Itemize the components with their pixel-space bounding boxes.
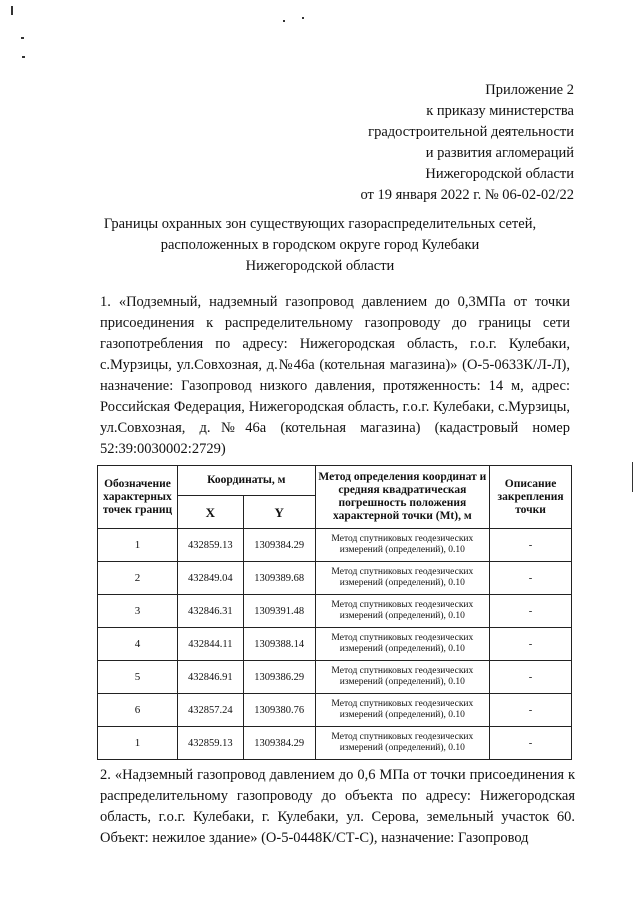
cell-y: 1309391.48 [243, 595, 315, 628]
appendix-line: и развития агломераций [425, 145, 574, 161]
document-title [60, 214, 580, 277]
appendix-line: к приказу министерства [426, 103, 574, 119]
scan-speck [21, 37, 24, 39]
table-row [98, 661, 572, 694]
table-row [98, 529, 572, 562]
cell-description: - [490, 727, 572, 760]
scan-speck [302, 17, 304, 19]
scan-speck [11, 6, 13, 15]
scan-speck [632, 462, 633, 492]
title-line: Нижегородской области [245, 258, 395, 274]
scan-speck [283, 20, 285, 22]
cell-method: Метод спутниковых геодезических измерений (определений), 0.10 [315, 628, 489, 661]
cell-description: - [490, 595, 572, 628]
scan-speck [22, 56, 25, 58]
cell-description: - [490, 628, 572, 661]
header-x: X [177, 496, 243, 529]
table-row [98, 727, 572, 760]
cell-y: 1309386.29 [243, 661, 315, 694]
table-row [98, 694, 572, 727]
cell-point: 1 [98, 529, 178, 562]
item-2-paragraph: 2. «Надземный газопровод давлением до 0,6 МПа от точки присоединения к распределительному газопроводу до объекта по адресу: Нижегородская область, г.о.г. Кулебаки, г. Кулебаки, ул. Серова, земельный участок 60. Объект: нежилое здание» (О-5-0448К/СТ-С), назначение: Газопровод [100, 767, 575, 846]
cell-x: 432859.13 [177, 727, 243, 760]
header-y: Y [243, 496, 315, 529]
item-1-paragraph: 1. «Подземный, надземный газопровод давлением до 0,3МПа от точки присоединения к распределительному газопроводу до границы сети газопотребления по адресу: Нижегородская область, г.о.г. Кулебаки, с.Мурзицы, ул.Совхозная, д.№46а (котельная магазина)» (О-5-0633К/Л-Л), назначение: Газопровод низкого давления, протяженность: 14 м, адрес: Российская Федерация, Нижегородская область, г.о.г. Кулебаки, с.Мурзицы, ул.Совхозная, д.№46а (котельная магазина) (кадастровый номер 52:39:0030002:2729) [100, 294, 570, 457]
appendix-line: от 19 января 2022 г. № 06-02-02/22 [360, 187, 574, 203]
cell-x: 432857.24 [177, 694, 243, 727]
appendix-line: Приложение 2 [485, 82, 574, 98]
cell-method: Метод спутниковых геодезических измерений (определений), 0.10 [315, 529, 489, 562]
cell-y: 1309389.68 [243, 562, 315, 595]
appendix-line: градостроительной деятельности [368, 124, 574, 140]
table-row [98, 562, 572, 595]
cell-y: 1309388.14 [243, 628, 315, 661]
cell-x: 432849.04 [177, 562, 243, 595]
cell-point: 2 [98, 562, 178, 595]
cell-description: - [490, 694, 572, 727]
header-description: Описание закрепления точки [490, 466, 572, 529]
coordinates-table [97, 465, 572, 760]
cell-point: 3 [98, 595, 178, 628]
title-line: Границы охранных зон существующих газораспределительных сетей, [103, 216, 537, 232]
header-method: Метод определения координат и средняя квадратическая погрешность положения характерной точки (Mt), м [315, 466, 489, 529]
table-row [98, 628, 572, 661]
header-coords: Координаты, м [177, 466, 315, 496]
cell-y: 1309384.29 [243, 529, 315, 562]
cell-description: - [490, 661, 572, 694]
cell-description: - [490, 529, 572, 562]
cell-point: 6 [98, 694, 178, 727]
cell-x: 432844.11 [177, 628, 243, 661]
cell-method: Метод спутниковых геодезических измерений (определений), 0.10 [315, 562, 489, 595]
cell-y: 1309384.29 [243, 727, 315, 760]
cell-point: 1 [98, 727, 178, 760]
cell-method: Метод спутниковых геодезических измерений (определений), 0.10 [315, 694, 489, 727]
cell-method: Метод спутниковых геодезических измерений (определений), 0.10 [315, 727, 489, 760]
title-line: расположенных в городском округе город Кулебаки [160, 237, 480, 253]
header-point: Обозначение характерных точек границ [98, 466, 178, 529]
cell-description: - [490, 562, 572, 595]
table-row [98, 595, 572, 628]
appendix-line: Нижегородской области [425, 166, 574, 182]
appendix-header [360, 80, 574, 206]
cell-point: 5 [98, 661, 178, 694]
cell-x: 432859.13 [177, 529, 243, 562]
cell-method: Метод спутниковых геодезических измерений (определений), 0.10 [315, 661, 489, 694]
cell-y: 1309380.76 [243, 694, 315, 727]
cell-method: Метод спутниковых геодезических измерений (определений), 0.10 [315, 595, 489, 628]
cell-x: 432846.91 [177, 661, 243, 694]
cell-x: 432846.31 [177, 595, 243, 628]
cell-point: 4 [98, 628, 178, 661]
